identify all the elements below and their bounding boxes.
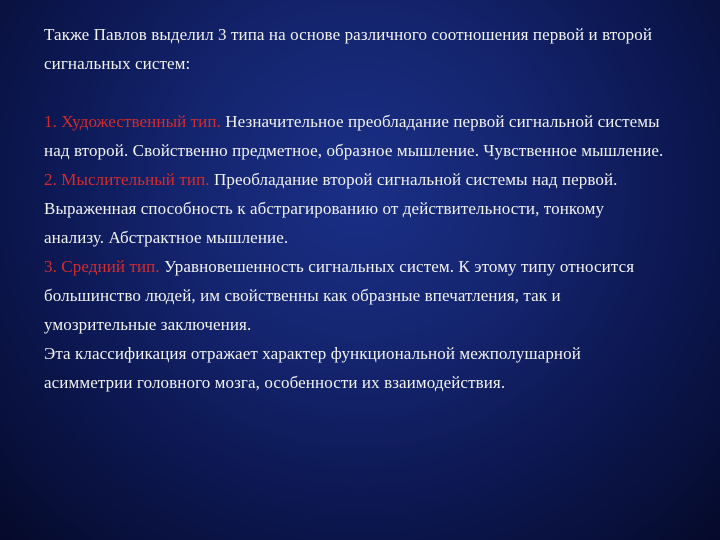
type-thinking-heading: 2. Мыслительный тип. (44, 170, 210, 189)
type-thinking-paragraph (44, 165, 664, 252)
type-artistic-paragraph (44, 107, 664, 165)
type-middle-paragraph (44, 252, 664, 339)
type-artistic-heading: 1. Художественный тип. (44, 112, 221, 131)
type-middle-text: Уравновешенность сигнальных систем. К этому типу относится большинство людей, им свойственны как образные впечатления, так и умозрительные заключения. (44, 257, 635, 334)
conclusion-paragraph: Эта классификация отражает характер функциональной межполушарной асимметрии головного мозга, особенности их взаимодействия. (44, 344, 581, 392)
slide-text-block (44, 20, 664, 397)
intro-paragraph: Также Павлов выделил 3 типа на основе различного соотношения первой и второй сигнальных систем: (44, 25, 653, 73)
type-artistic-text: Незначительное преобладание первой сигнальной системы над второй. Свойственно предметное, образное мышление. Чувственное мышление. (44, 112, 664, 160)
type-middle-heading: 3. Средний тип. (44, 257, 160, 276)
type-thinking-text: Преобладание второй сигнальной системы над первой. Выраженная способность к абстрагированию от действительности, тонкому анализу. Абстрактное мышление. (44, 170, 618, 247)
